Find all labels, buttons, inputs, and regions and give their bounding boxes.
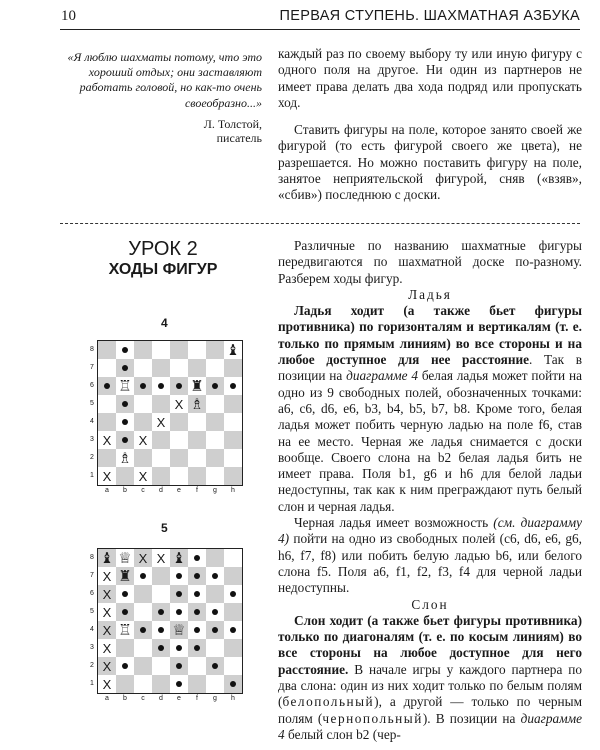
move-dot bbox=[194, 591, 200, 597]
bishop-rule: Слон ходит (а также бьет фигуры противника) только по диагоналям (т. е. по косым линиям) во все стороны на любое доступное для него расстояние. bbox=[278, 612, 582, 677]
square-f1 bbox=[188, 675, 206, 693]
square-c8 bbox=[134, 549, 152, 567]
square-f4 bbox=[188, 413, 206, 431]
move-dot bbox=[230, 383, 236, 389]
square-d4 bbox=[152, 621, 170, 639]
square-b2 bbox=[116, 449, 134, 467]
author-name: Л. Толстой, bbox=[203, 117, 262, 131]
square-b7 bbox=[116, 359, 134, 377]
square-a7 bbox=[98, 567, 116, 585]
square-a8 bbox=[98, 549, 116, 567]
move-dot bbox=[176, 383, 182, 389]
square-e3 bbox=[170, 431, 188, 449]
rank-label: 1 bbox=[90, 472, 94, 479]
move-dot bbox=[122, 419, 128, 425]
diagram-5-board bbox=[97, 548, 243, 694]
square-g4 bbox=[206, 621, 224, 639]
square-h6 bbox=[224, 585, 242, 603]
square-e2 bbox=[170, 449, 188, 467]
blocked-cross: X bbox=[102, 658, 112, 674]
square-e1 bbox=[170, 675, 188, 693]
square-a6 bbox=[98, 585, 116, 603]
move-dot bbox=[176, 681, 182, 687]
move-dot bbox=[104, 383, 110, 389]
square-c6 bbox=[134, 377, 152, 395]
top-text bbox=[278, 46, 582, 204]
square-a8 bbox=[98, 341, 116, 359]
author-role: писатель bbox=[216, 131, 262, 145]
file-label: c bbox=[141, 695, 145, 702]
file-label: a bbox=[105, 695, 109, 702]
diagram-4-number: 4 bbox=[161, 316, 168, 330]
bishop-dark-term: чернопольный bbox=[322, 710, 423, 726]
square-d1 bbox=[152, 675, 170, 693]
square-h5 bbox=[224, 603, 242, 621]
square-c7 bbox=[134, 359, 152, 377]
diagram-5-number: 5 bbox=[161, 521, 168, 535]
rook-text-b: белая ладья может пойти на одно из 9 свободных полей, обозначенных точками: a6, c6, d6, e6, b3, b4, b5, b7, b8. Кроме того, белая ладья может побить черную ладью на поле f6, став на ее место. Черная же ладья снимается с доски вообще. Своего слона на b2 белая ладья бить не имеет права. Поля b1, g6 и h6 для белой ладьи недоступны, так как к ним преграждают путь белый слон и черная ладья. bbox=[278, 368, 583, 514]
w-rook-piece: ♖ bbox=[118, 620, 132, 639]
move-dot bbox=[122, 365, 128, 371]
square-b4 bbox=[116, 413, 134, 431]
square-f6 bbox=[188, 585, 206, 603]
square-c4 bbox=[134, 413, 152, 431]
square-e7 bbox=[170, 567, 188, 585]
bishop-paragraph bbox=[278, 613, 582, 743]
page-number: 10 bbox=[61, 8, 76, 24]
blocked-cross: X bbox=[156, 550, 166, 566]
rook2-text-b: пойти на одно из свободных полей (c6, d6, e6, g6, h6, f7, f8) или побить белую ладью b6, или белого слона f5. Поля a6, f1, f2, f3, f4 для черной ладьи недоступны. bbox=[278, 531, 582, 596]
square-h7 bbox=[224, 567, 242, 585]
section-divider bbox=[60, 223, 580, 224]
rank-label: 3 bbox=[90, 436, 94, 443]
bishop-ref: диаграмме 4 bbox=[278, 710, 582, 742]
move-dot bbox=[230, 681, 236, 687]
blocked-cross: X bbox=[102, 622, 112, 638]
bishop-text-a: В начале игры у каждого партнера по два слона: один из них ходит только по белым полям ( bbox=[278, 661, 582, 710]
square-c8 bbox=[134, 341, 152, 359]
w-queen-piece: ♕ bbox=[118, 548, 132, 567]
square-a1 bbox=[98, 467, 116, 485]
square-b5 bbox=[116, 603, 134, 621]
lesson-title: ХОДЫ ФИГУР bbox=[108, 261, 218, 278]
rook-ref: диаграмме 4 bbox=[346, 368, 418, 384]
square-b7 bbox=[116, 567, 134, 585]
w-rook-piece: ♖ bbox=[118, 376, 132, 395]
rank-label: 2 bbox=[90, 454, 94, 461]
square-f4 bbox=[188, 621, 206, 639]
lesson-label: УРОК 2 bbox=[128, 238, 198, 260]
rank-label: 6 bbox=[90, 590, 94, 597]
file-label: d bbox=[159, 487, 163, 494]
square-c4 bbox=[134, 621, 152, 639]
square-c1 bbox=[134, 675, 152, 693]
move-dot bbox=[158, 627, 164, 633]
square-c2 bbox=[134, 449, 152, 467]
rank-label: 4 bbox=[90, 418, 94, 425]
rank-label: 1 bbox=[90, 680, 94, 687]
rook2-paragraph bbox=[278, 515, 582, 596]
square-b3 bbox=[116, 639, 134, 657]
square-h8 bbox=[224, 549, 242, 567]
running-head: ПЕРВАЯ СТУПЕНЬ. ШАХМАТНАЯ АЗБУКА bbox=[279, 8, 580, 24]
rook-heading: Ладья bbox=[408, 286, 452, 302]
square-g7 bbox=[206, 567, 224, 585]
move-dot bbox=[194, 627, 200, 633]
blocked-cross: X bbox=[102, 640, 112, 656]
square-g8 bbox=[206, 549, 224, 567]
square-e8 bbox=[170, 341, 188, 359]
square-c6 bbox=[134, 585, 152, 603]
file-label: g bbox=[213, 487, 217, 494]
square-b8 bbox=[116, 341, 134, 359]
square-g7 bbox=[206, 359, 224, 377]
move-dot bbox=[212, 627, 218, 633]
square-f8 bbox=[188, 341, 206, 359]
bishop-text-c: ). В позиции на bbox=[422, 710, 521, 726]
square-h5 bbox=[224, 395, 242, 413]
square-h4 bbox=[224, 621, 242, 639]
blocked-cross: X bbox=[138, 432, 148, 448]
square-g5 bbox=[206, 603, 224, 621]
rook2-text-a: Черная ладья имеет возможность bbox=[294, 515, 494, 531]
square-h2 bbox=[224, 657, 242, 675]
square-d6 bbox=[152, 377, 170, 395]
file-label: b bbox=[123, 695, 127, 702]
bishop-heading: Слон bbox=[411, 596, 449, 612]
square-d6 bbox=[152, 585, 170, 603]
blocked-cross: X bbox=[102, 586, 112, 602]
square-d7 bbox=[152, 359, 170, 377]
square-b1 bbox=[116, 675, 134, 693]
square-e6 bbox=[170, 377, 188, 395]
move-dot bbox=[122, 663, 128, 669]
square-a5 bbox=[98, 603, 116, 621]
square-f6 bbox=[188, 377, 206, 395]
diagram-5-ranks bbox=[87, 549, 97, 693]
rank-label: 6 bbox=[90, 382, 94, 389]
move-dot bbox=[212, 609, 218, 615]
square-h8 bbox=[224, 341, 242, 359]
square-a4 bbox=[98, 413, 116, 431]
bishop-text-d: белый слон b2 (чер- bbox=[284, 726, 401, 742]
w-bishop-piece: ♗ bbox=[118, 448, 132, 467]
bishop-text-b: ), а другой — только по черным полям ( bbox=[278, 694, 582, 726]
move-dot bbox=[140, 383, 146, 389]
rook-paragraph bbox=[278, 303, 582, 515]
square-b3 bbox=[116, 431, 134, 449]
intro-paragraph: Различные по названию шахматные фигуры передвигаются по шахматной доске по-разному. Разберем ходы фигур. bbox=[278, 238, 582, 286]
move-dot bbox=[158, 609, 164, 615]
square-c5 bbox=[134, 395, 152, 413]
move-dot bbox=[212, 573, 218, 579]
square-c2 bbox=[134, 657, 152, 675]
square-h3 bbox=[224, 431, 242, 449]
square-g3 bbox=[206, 639, 224, 657]
square-a6 bbox=[98, 377, 116, 395]
square-b4 bbox=[116, 621, 134, 639]
square-a4 bbox=[98, 621, 116, 639]
square-e8 bbox=[170, 549, 188, 567]
square-e7 bbox=[170, 359, 188, 377]
blocked-cross: X bbox=[102, 468, 112, 484]
square-b1 bbox=[116, 467, 134, 485]
rank-label: 2 bbox=[90, 662, 94, 669]
square-f3 bbox=[188, 431, 206, 449]
blocked-cross: X bbox=[102, 432, 112, 448]
square-d8 bbox=[152, 341, 170, 359]
square-e3 bbox=[170, 639, 188, 657]
rank-label: 3 bbox=[90, 644, 94, 651]
move-dot bbox=[212, 663, 218, 669]
w-queen-piece: ♕ bbox=[172, 620, 186, 639]
rank-label: 4 bbox=[90, 626, 94, 633]
square-g2 bbox=[206, 657, 224, 675]
square-a3 bbox=[98, 639, 116, 657]
move-dot bbox=[122, 591, 128, 597]
lesson-body bbox=[278, 238, 582, 743]
move-dot bbox=[194, 645, 200, 651]
move-dot bbox=[122, 609, 128, 615]
file-label: e bbox=[177, 695, 181, 702]
square-f3 bbox=[188, 639, 206, 657]
blocked-cross: X bbox=[102, 604, 112, 620]
square-d2 bbox=[152, 449, 170, 467]
square-c7 bbox=[134, 567, 152, 585]
file-label: f bbox=[196, 695, 198, 702]
header-rule bbox=[60, 29, 580, 30]
square-h3 bbox=[224, 639, 242, 657]
move-dot bbox=[122, 437, 128, 443]
blocked-cross: X bbox=[174, 396, 184, 412]
blocked-cross: X bbox=[138, 468, 148, 484]
move-dot bbox=[158, 645, 164, 651]
epigraph-quote: «Я люблю шахматы потому, что это хороший отдых; они заставляют работать головой, но как-то очень своеобразно...» bbox=[67, 50, 262, 110]
square-e6 bbox=[170, 585, 188, 603]
square-f1 bbox=[188, 467, 206, 485]
b-rook-piece: ♜ bbox=[118, 566, 132, 585]
square-f2 bbox=[188, 657, 206, 675]
move-dot bbox=[140, 573, 146, 579]
square-e5 bbox=[170, 603, 188, 621]
move-dot bbox=[176, 609, 182, 615]
rook-text-a: . Так в позиции на bbox=[278, 352, 582, 384]
move-dot bbox=[212, 383, 218, 389]
square-g2 bbox=[206, 449, 224, 467]
file-label: a bbox=[105, 487, 109, 494]
diagram-4-board bbox=[97, 340, 243, 486]
square-b2 bbox=[116, 657, 134, 675]
square-e2 bbox=[170, 657, 188, 675]
square-h1 bbox=[224, 467, 242, 485]
square-e4 bbox=[170, 413, 188, 431]
square-d5 bbox=[152, 603, 170, 621]
move-dot bbox=[158, 383, 164, 389]
file-label: d bbox=[159, 695, 163, 702]
square-b8 bbox=[116, 549, 134, 567]
rank-label: 5 bbox=[90, 400, 94, 407]
blocked-cross: X bbox=[156, 414, 166, 430]
move-dot bbox=[194, 555, 200, 561]
move-dot bbox=[122, 347, 128, 353]
square-d1 bbox=[152, 467, 170, 485]
square-d4 bbox=[152, 413, 170, 431]
rank-label: 7 bbox=[90, 572, 94, 579]
w-bishop-piece: ♗ bbox=[190, 394, 204, 413]
move-dot bbox=[230, 627, 236, 633]
square-e4 bbox=[170, 621, 188, 639]
b-bishop-piece: ♝ bbox=[172, 548, 186, 567]
blocked-cross: X bbox=[102, 676, 112, 692]
square-c3 bbox=[134, 431, 152, 449]
square-g1 bbox=[206, 675, 224, 693]
move-dot bbox=[140, 627, 146, 633]
square-f7 bbox=[188, 567, 206, 585]
file-label: g bbox=[213, 695, 217, 702]
move-dot bbox=[230, 591, 236, 597]
square-e1 bbox=[170, 467, 188, 485]
square-h1 bbox=[224, 675, 242, 693]
square-d3 bbox=[152, 431, 170, 449]
square-d8 bbox=[152, 549, 170, 567]
square-d2 bbox=[152, 657, 170, 675]
rook-rule: Ладья ходит (а также бьет фигуры противника) по горизонталям и вертикалям (т. е. только по прямым линиям) во все стороны и на любое доступное для нее расстояние bbox=[278, 303, 582, 368]
rank-label: 5 bbox=[90, 608, 94, 615]
square-a2 bbox=[98, 657, 116, 675]
diagram-4-ranks bbox=[87, 341, 97, 485]
file-label: c bbox=[141, 487, 145, 494]
diagram-5-files bbox=[98, 695, 242, 705]
move-dot bbox=[176, 663, 182, 669]
square-f7 bbox=[188, 359, 206, 377]
square-g3 bbox=[206, 431, 224, 449]
square-h6 bbox=[224, 377, 242, 395]
square-g5 bbox=[206, 395, 224, 413]
file-label: h bbox=[231, 695, 235, 702]
diagram-4-files bbox=[98, 487, 242, 497]
file-label: f bbox=[196, 487, 198, 494]
square-b6 bbox=[116, 377, 134, 395]
move-dot bbox=[194, 609, 200, 615]
b-rook-piece: ♜ bbox=[190, 376, 204, 395]
rank-label: 8 bbox=[90, 346, 94, 353]
square-g6 bbox=[206, 585, 224, 603]
square-a5 bbox=[98, 395, 116, 413]
blocked-cross: X bbox=[102, 568, 112, 584]
square-g4 bbox=[206, 413, 224, 431]
square-d7 bbox=[152, 567, 170, 585]
square-c3 bbox=[134, 639, 152, 657]
move-dot bbox=[176, 591, 182, 597]
move-dot bbox=[176, 573, 182, 579]
square-g8 bbox=[206, 341, 224, 359]
top-paragraph-1: каждый раз по своему выбору ту или иную фигуру с одного поля на другое. Ни один из партнеров не имеет права делать два хода подряд или пропускать ход. bbox=[278, 46, 582, 110]
square-f5 bbox=[188, 603, 206, 621]
top-paragraph-2: Ставить фигуры на поле, которое занято своей же фигурой (то есть фигурой своего же цвета), не разрешается. Но можно поставить фигуру на поле, занятое неприятельской фигурой, сняв («взяв», «сбив») последнюю с доски. bbox=[278, 122, 582, 203]
square-f5 bbox=[188, 395, 206, 413]
move-dot bbox=[194, 573, 200, 579]
square-b5 bbox=[116, 395, 134, 413]
square-h2 bbox=[224, 449, 242, 467]
square-g1 bbox=[206, 467, 224, 485]
square-b6 bbox=[116, 585, 134, 603]
square-c5 bbox=[134, 603, 152, 621]
square-f2 bbox=[188, 449, 206, 467]
rook2-ref: (см. диаграмму 4) bbox=[278, 515, 582, 547]
square-a1 bbox=[98, 675, 116, 693]
square-a2 bbox=[98, 449, 116, 467]
file-label: h bbox=[231, 487, 235, 494]
square-e5 bbox=[170, 395, 188, 413]
b-bishop-piece: ♝ bbox=[226, 340, 240, 359]
file-label: e bbox=[177, 487, 181, 494]
square-a7 bbox=[98, 359, 116, 377]
b-bishop-piece: ♝ bbox=[100, 548, 114, 567]
square-f8 bbox=[188, 549, 206, 567]
rank-label: 8 bbox=[90, 554, 94, 561]
square-c1 bbox=[134, 467, 152, 485]
square-h4 bbox=[224, 413, 242, 431]
square-a3 bbox=[98, 431, 116, 449]
file-label: b bbox=[123, 487, 127, 494]
move-dot bbox=[176, 645, 182, 651]
epigraph-author bbox=[66, 117, 262, 145]
blocked-cross: X bbox=[138, 550, 148, 566]
square-d5 bbox=[152, 395, 170, 413]
square-h7 bbox=[224, 359, 242, 377]
rank-label: 7 bbox=[90, 364, 94, 371]
square-d3 bbox=[152, 639, 170, 657]
square-g6 bbox=[206, 377, 224, 395]
bishop-white-term: белопольный bbox=[282, 694, 375, 710]
move-dot bbox=[122, 401, 128, 407]
